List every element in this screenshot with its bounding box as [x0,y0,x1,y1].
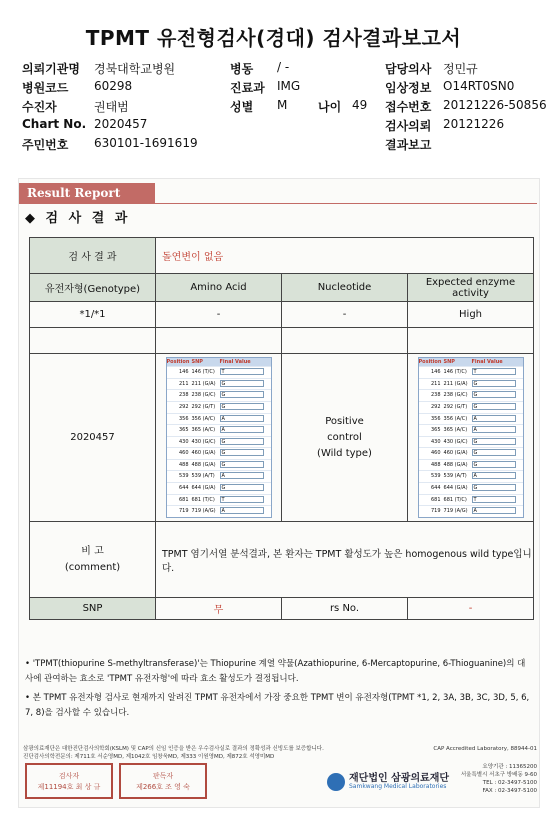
control-label-line1: Positive [325,415,364,427]
snp-row [419,378,523,390]
snp-call: 460 (G/A) [191,450,216,457]
snp-row [419,366,523,378]
label-clinical-info: 임상정보 [385,81,432,95]
snp-header-final: Final Value [471,359,503,366]
snp-position: 238 [430,392,441,399]
snp-call: 365 (A/C) [191,427,216,434]
comment-label-en: (comment) [64,561,121,573]
snp-position: 488 [430,461,441,468]
snp-final-value: T [220,368,264,375]
value-patient: 권태범 [94,100,129,114]
snp-call: 644 (G/A) [191,485,216,492]
label-department: 진료과 [230,81,265,95]
snp-panel-control [418,357,524,518]
snp-call: 719 (A/G) [443,508,468,515]
snp-row [167,401,271,413]
snp-position: 292 [178,403,189,410]
value-chart-no: 2020457 [94,117,148,131]
contact-line-2: 서울특별시 서초구 방배동 9-60 [460,772,537,778]
snp-final-value: A [220,426,264,433]
cap-accreditation: CAP Accredited Laboratory, 88944-01 [433,746,537,752]
snp-final-value: G [472,484,516,491]
snp-row [167,447,271,459]
genotype-value: *1/*1 [30,302,156,328]
snp-call: 146 (T/C) [443,369,467,376]
snp-position: 430 [178,438,189,445]
snp-header-position: Position [166,359,190,366]
snp-row [419,470,523,482]
snp-row [167,494,271,506]
snp-position: 146 [178,369,189,376]
label-doctor: 담당의사 [385,62,432,76]
label-report-date: 결과보고 [385,138,432,152]
snp-call: 430 (G/C) [191,438,216,445]
snp-call: 644 (G/A) [443,485,468,492]
snp-panel-control-cell [408,354,534,522]
snp-final-value: G [220,391,264,398]
snp-call: 356 (A/C) [191,415,216,422]
snp-position: 211 [178,380,189,387]
snp-position: 644 [178,485,189,492]
section-heading: ◆ 검 사 결 과 [25,211,131,226]
snp-final-value: G [220,461,264,468]
snp-call: 488 (G/A) [191,461,216,468]
amino-acid-value: - [156,302,282,328]
value-department: IMG [277,79,301,93]
snp-call: 460 (G/A) [443,450,468,457]
col-genotype: 유전자형(Genotype) [30,274,156,302]
snp-header-snp: SNP [443,359,455,366]
snp-call: 146 (T/C) [191,369,215,376]
snp-call: 292 (G/T) [191,403,216,410]
label-receipt-no: 접수번호 [385,100,432,114]
snp-row [167,470,271,482]
snp-row [167,413,271,425]
snp-position: 292 [430,403,441,410]
snp-final-value: G [472,449,516,456]
snp-position: 365 [178,427,189,434]
snp-panel-header [419,358,523,366]
snp-final-value: G [220,380,264,387]
snp-row [419,482,523,494]
report-divider [19,203,537,204]
snp-position: 365 [430,427,441,434]
snp-header-position: Position [418,359,442,366]
snp-position: 460 [178,450,189,457]
snp-row [167,366,271,378]
comment-text: TPMT 염기서열 분석결과, 본 환자는 TPMT 활성도가 높은 homogenous wild type입니다. [156,522,534,598]
snp-call: 681 (T/C) [443,496,467,503]
value-request-date: 20121226 [443,117,505,131]
snp-final-value: A [472,472,516,479]
snp-call: 356 (A/C) [443,415,468,422]
snp-position: 146 [430,369,441,376]
snp-call: 539 (A/T) [191,473,215,480]
result-table [29,237,534,620]
snp-row [167,482,271,494]
value-sex: M [277,98,288,112]
footer-line-2: 진단검사의학전문의: 제711호 서순영MD, 제1042호 임창욱MD, 제333 이원영MD, 제872호 석영미MD [23,754,275,760]
reader-stamp [119,763,207,799]
snp-call: 430 (G/C) [443,438,468,445]
contact-line-3: TEL : 02-3497-5100 [482,780,537,786]
label-institution: 의뢰기관명 [22,62,80,76]
result-report-tab: Result Report [19,183,155,203]
snp-call: 211 (G/A) [191,380,216,387]
snp-final-value: A [472,507,516,514]
label-age: 나이 [318,100,342,114]
snp-label: SNP [30,598,156,620]
contact-info [455,763,537,795]
result-value: 돌연변이 없음 [156,238,534,274]
brand-logo-icon [327,773,345,791]
snp-position: 430 [430,438,441,445]
snp-row [419,401,523,413]
label-request-date: 검사의뢰 [385,119,432,133]
snp-position: 238 [178,392,189,399]
value-ward: / - [277,60,290,74]
snp-final-value: A [220,415,264,422]
snp-position: 211 [430,380,441,387]
value-age: 49 [352,98,368,112]
snp-row [419,505,523,517]
snp-row [419,494,523,506]
result-report-sheet [18,178,540,808]
control-label-cell [282,354,408,522]
snp-final-value: A [220,507,264,514]
reader-name: 제266호 조 영 숙 [136,783,190,791]
contact-line-4: FAX : 02-3497-5100 [482,788,537,794]
snp-rows [167,366,271,517]
snp-position: 644 [430,485,441,492]
snp-final-value: G [220,403,264,410]
col-enzyme-activity: Expected enzyme activity [408,274,534,302]
value-hospital-code: 60298 [94,79,133,93]
snp-final-value: A [472,426,516,433]
label-resident-no: 주민번호 [22,138,69,152]
report-title: TPMT 유전형검사(경대) 검사결과보고서 [85,26,462,50]
snp-position: 460 [430,450,441,457]
snp-call: 681 (T/C) [191,496,215,503]
footer-line-1: 삼광의료재단은 대한진단검사의학회(KSLM) 및 CAP의 신임 인증을 받은 우수검사실로 결과의 정확성과 신빙도를 보증합니다. [23,746,324,752]
snp-call: 365 (A/C) [443,427,468,434]
snp-position: 539 [178,473,189,480]
value-resident-no: 630101-1691619 [94,136,198,150]
value-receipt-no: 20121226-50856 [443,98,547,112]
value-doctor: 정민규 [443,62,478,76]
snp-call: 488 (G/A) [443,461,468,468]
result-label-cell [30,238,156,274]
control-label-line2: control [327,431,362,443]
snp-call: 211 (G/A) [443,380,468,387]
empty-cell [30,328,156,354]
snp-row [419,436,523,448]
brand-subtitle: Samkwang Medical Laboratories [349,783,447,790]
col-nucleotide: Nucleotide [282,274,408,302]
snp-row [419,447,523,459]
snp-panel-patient [166,357,272,518]
snp-final-value: T [472,368,516,375]
note-2: • 본 TPMT 유전자형 검사로 현재까지 알려진 TPMT 유전자에서 가장 중요한 TPMT 변이 유전자형(TPMT *1, 2, 3A, 3B, 3C, 3D, 5, 6, 7, 8)을 검사할 수 있습니다. [25,693,530,718]
snp-position: 719 [178,508,189,515]
snp-final-value: G [472,391,516,398]
footer-certification [23,745,383,761]
snp-position: 681 [430,496,441,503]
patient-chart-cell: 2020457 [30,354,156,522]
snp-position: 356 [430,415,441,422]
snp-call: 292 (G/T) [443,403,468,410]
snp-row [167,424,271,436]
enzyme-activity-value: High [408,302,534,328]
col-amino-acid: Amino Acid [156,274,282,302]
empty-cell [282,328,408,354]
label-hospital-code: 병원코드 [22,81,69,95]
label-ward: 병동 [230,62,254,76]
snp-final-value: G [220,484,264,491]
snp-position: 681 [178,496,189,503]
comment-label-cell [30,522,156,598]
label-sex: 성별 [230,100,254,114]
snp-call: 719 (A/G) [191,508,216,515]
brand-name: 재단법인 삼광의료재단 [349,773,450,784]
label-chart-no: Chart No. [22,117,87,131]
snp-position: 539 [430,473,441,480]
snp-final-value: A [472,415,516,422]
snp-call: 238 (G/C) [191,392,216,399]
snp-final-value: G [472,403,516,410]
label-patient: 수진자 [22,100,57,114]
snp-final-value: A [220,472,264,479]
snp-position: 488 [178,461,189,468]
snp-final-value: T [220,496,264,503]
comment-label: 비 고 [81,545,104,557]
snp-row [167,505,271,517]
snp-panel-header [167,358,271,366]
snp-row [167,389,271,401]
snp-final-value: T [472,496,516,503]
snp-panel-patient-cell [156,354,282,522]
value-institution: 경북대학교병원 [94,62,176,76]
snp-position: 719 [430,508,441,515]
rs-value: - [408,598,534,620]
snp-row [167,436,271,448]
examiner-label: 검사자 [58,772,80,780]
snp-final-value: G [472,461,516,468]
snp-rows [419,366,523,517]
snp-final-value: G [220,449,264,456]
snp-row [167,459,271,471]
snp-header-final: Final Value [219,359,251,366]
empty-cell [156,328,282,354]
reader-label: 판독자 [152,772,174,780]
snp-final-value: G [472,380,516,387]
snp-value: 무 [156,598,282,620]
snp-final-value: G [220,438,264,445]
snp-row [419,459,523,471]
notes [25,657,533,721]
snp-position: 356 [178,415,189,422]
snp-row [419,424,523,436]
snp-header-snp: SNP [191,359,203,366]
control-label-line3: (Wild type) [317,447,372,459]
examiner-stamp [25,763,113,799]
contact-line-1: 요양기관 : 11365200 [482,764,537,770]
result-label: 검 사 결 과 [68,252,117,263]
snp-call: 238 (G/C) [443,392,468,399]
empty-cell [408,328,534,354]
note-1: • 'TPMT(thiopurine S-methyltransferase)'는 Thiopurine 계열 약물(Azathiopurine, 6-Mercaptopurine, 6-Thioguanine)의 대사에 관여하는 효소로 'TPMT 유전자형'에 따라 효소 활성도가 결정됩니다. [25,659,526,684]
nucleotide-value: - [282,302,408,328]
examiner-name: 제11194호 최 상 규 [37,783,101,791]
snp-row [419,413,523,425]
value-clinical-info: O14RT0SN0 [443,79,515,93]
snp-call: 539 (A/T) [443,473,467,480]
rs-label: rs No. [282,598,408,620]
snp-final-value: G [472,438,516,445]
snp-row [419,389,523,401]
snp-row [167,378,271,390]
